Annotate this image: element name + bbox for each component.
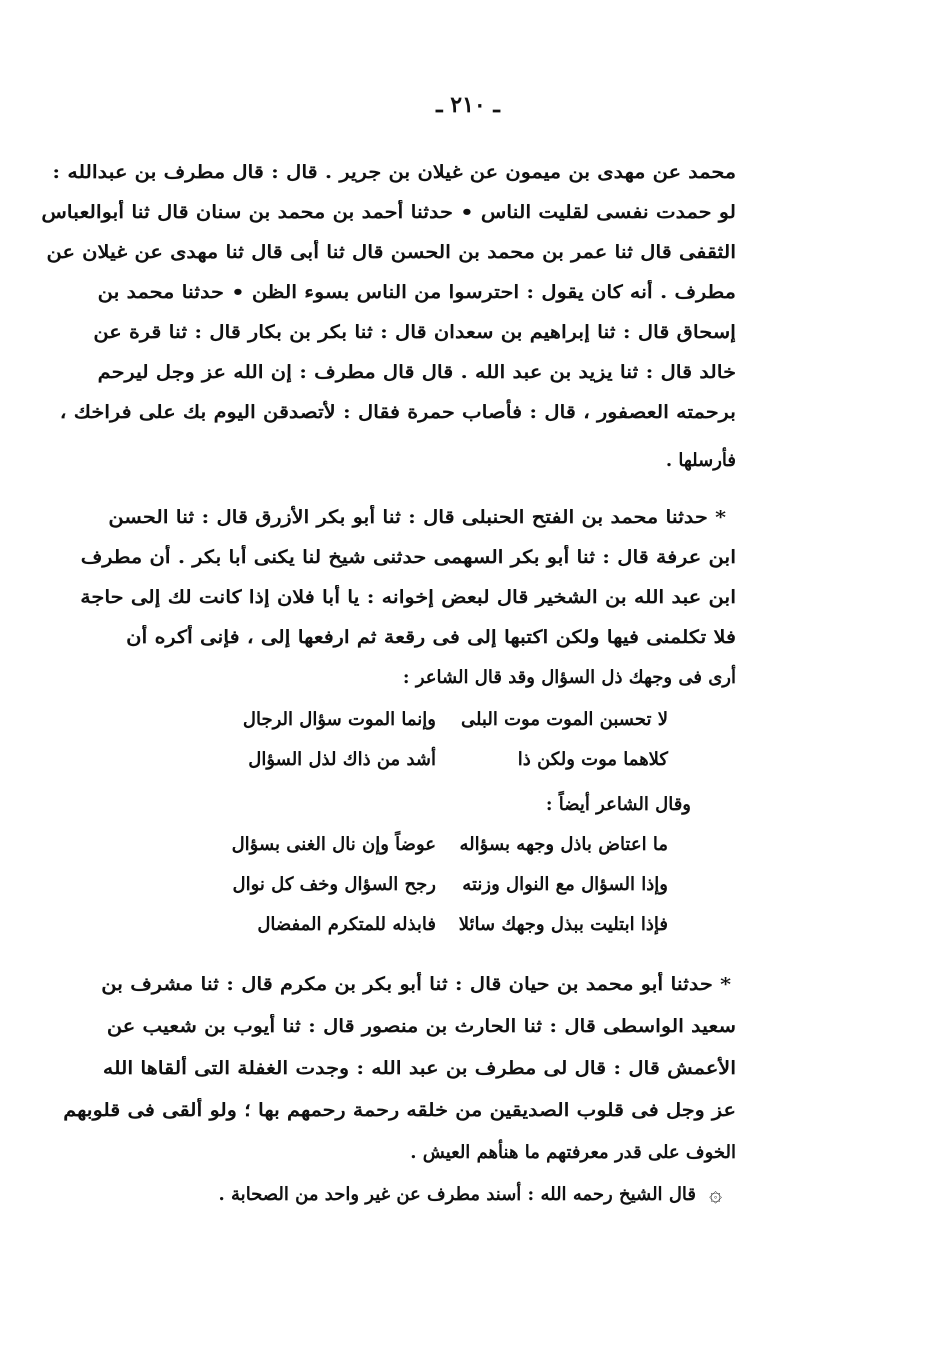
text-line: فلا تكلمنى فيها ولكن اكتبها إلى فى رقعة ثم ارفعها إلى ، فإنى أكره أن xyxy=(126,627,737,648)
verse-first-hemistich: فإذا ابتليت ببذل وجهك سائلا xyxy=(458,914,668,935)
verse-first-hemistich: وإذا السؤال مع النوال وزنته xyxy=(462,874,668,895)
verse-second-hemistich: رجح السؤال وخف كل نوال xyxy=(232,874,436,895)
poem-intro: وقال الشاعر أيضاً : xyxy=(545,794,691,815)
text-line: الثقفى قال ثنا عمر بن محمد بن الحسن قال ثنا أبى قال ثنا مهدى عن غيلان عن xyxy=(46,242,737,263)
text-line: فأرسلها . xyxy=(665,450,736,471)
text-line: ابن عرفة قال : ثنا أبو بكر السهمى حدثنى شيخ لنا يكنى أبا بكر . أن مطرف xyxy=(80,547,736,568)
text-line: إسحاق قال : ثنا إبراهيم بن سعدان قال : ثنا بكر بن بكار قال : ثنا قرة عن xyxy=(93,322,736,343)
text-line: * حدثنا محمد بن الفتح الحنبلى قال : ثنا أبو بكر الأزرق قال : ثنا الحسن xyxy=(108,507,726,528)
text-line: * حدثنا أبو محمد بن حيان قال : ثنا أبو بكر بن مكرم قال : ثنا مشرف بن xyxy=(101,974,732,995)
verse-second-hemistich: عوضاً وإن نال الغنى بسؤال xyxy=(231,834,436,855)
text-line: ابن عبد الله بن الشخير قال لبعض إخوانه : يا أبا فلان إذا كانت لك إلى حاجة xyxy=(80,587,736,608)
text-line: الأعمش قال : قال لى مطرف بن عبد الله : وجدت الغفلة التى ألقاها الله xyxy=(102,1058,736,1079)
verse-first-hemistich: كلاهما موت ولكن ذا xyxy=(517,749,668,770)
verse-second-hemistich: وإنما الموت سؤال الرجال xyxy=(242,709,436,730)
text-line: مطرف . أنه كان يقول : احترسوا من الناس بسوء الظن • حدثنا محمد بن xyxy=(97,282,737,303)
page-number: ـ ٢١٠ ـ xyxy=(436,92,500,118)
verse-second-hemistich: فابذله للمتكرم المفضال xyxy=(257,914,436,935)
text-line: عز وجل فى قلوب الصديقين من خلقه رحمة رحمهم بها ؛ ولو ألقى فى قلوبهم xyxy=(63,1100,737,1121)
text-line: برحمته العصفور ، قال : فأصاب حمرة فقال : لأتصدقن اليوم بك على فراخك ، xyxy=(59,402,736,423)
text-line: محمد عن مهدى بن ميمون عن غيلان بن جرير . قال : قال مطرف بن عبدالله : xyxy=(52,162,737,183)
closing-line: قال الشيخ رحمه الله : أسند مطرف عن غير واحد من الصحابة . xyxy=(218,1184,696,1205)
verse-first-hemistich: ما اعتاض باذل وجهه بسؤاله xyxy=(459,834,668,855)
text-line: الخوف على قدر معرفتهم ما هنأهم العيش . xyxy=(410,1142,736,1163)
verse-second-hemistich: أشد من ذاك لذل السؤال xyxy=(248,749,436,770)
text-line: أرى فى وجهك ذل السؤال وقد قال الشاعر : xyxy=(402,667,736,688)
verse-first-hemistich: لا تحسبن الموت موت البلى xyxy=(460,709,668,730)
text-line: لو حمدت نفسى لقليت الناس • حدثنا أحمد بن محمد بن سنان قال ثنا أبوالعباس xyxy=(41,202,736,223)
ornament-icon: ۞ xyxy=(709,1182,722,1207)
text-line: خالد قال : ثنا يزيد بن عبد الله . قال قال مطرف : إن الله عز وجل ليرحم xyxy=(97,362,737,383)
text-line: سعيد الواسطى قال : ثنا الحارث بن منصور قال : ثنا أيوب بن شعيب عن xyxy=(106,1016,737,1037)
